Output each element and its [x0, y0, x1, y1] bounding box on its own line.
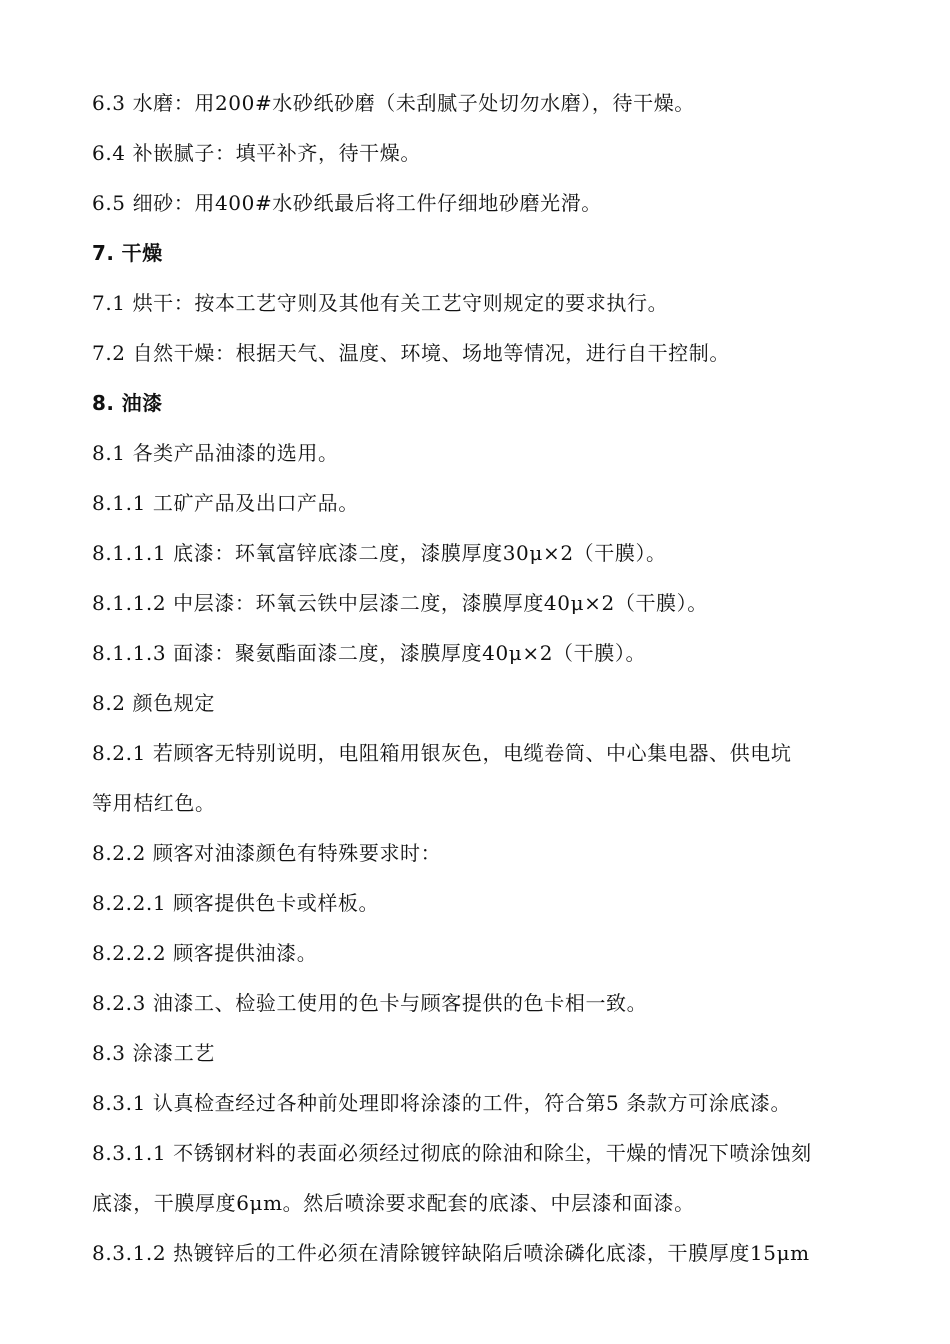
clause-8-1-1-2: 8.1.1.2 中层漆：环氧云铁中层漆二度，漆膜厚度40μ×2（干膜）。	[92, 591, 708, 615]
section-heading-7: 7. 干燥	[92, 241, 163, 265]
clause-8-2: 8.2 颜色规定	[92, 691, 215, 715]
clause-8-3-1-1-continued: 底漆，干膜厚度6μm。然后喷涂要求配套的底漆、中层漆和面漆。	[92, 1191, 695, 1215]
clause-6-4: 6.4 补嵌腻子：填平补齐，待干燥。	[92, 141, 421, 165]
clause-8-3: 8.3 涂漆工艺	[92, 1041, 215, 1065]
clause-8-1-1-3: 8.1.1.3 面漆：聚氨酯面漆二度，漆膜厚度40μ×2（干膜）。	[92, 641, 647, 665]
clause-7-2: 7.2 自然干燥：根据天气、温度、环境、场地等情况，进行自干控制。	[92, 341, 730, 365]
clause-8-2-2: 8.2.2 顾客对油漆颜色有特殊要求时：	[92, 841, 442, 865]
clause-7-1: 7.1 烘干：按本工艺守则及其他有关工艺守则规定的要求执行。	[92, 291, 669, 315]
clause-8-2-1-continued: 等用桔红色。	[92, 791, 216, 815]
clause-8-1-1-1: 8.1.1.1 底漆：环氧富锌底漆二度，漆膜厚度30μ×2（干膜）。	[92, 541, 667, 565]
clause-8-2-2-1: 8.2.2.1 顾客提供色卡或样板。	[92, 891, 380, 915]
clause-8-2-2-2: 8.2.2.2 顾客提供油漆。	[92, 941, 318, 965]
clause-8-1: 8.1 各类产品油漆的选用。	[92, 441, 339, 465]
clause-8-1-1: 8.1.1 工矿产品及出口产品。	[92, 491, 359, 515]
clause-8-3-1-2: 8.3.1.2 热镀锌后的工件必须在清除镀锌缺陷后喷涂磷化底漆，干膜厚度15μm	[92, 1241, 810, 1265]
clause-6-3: 6.3 水磨：用200#水砂纸砂磨（未刮腻子处切勿水磨），待干燥。	[92, 91, 695, 115]
clause-8-3-1: 8.3.1 认真检查经过各种前处理即将涂漆的工件，符合第5 条款方可涂底漆。	[92, 1091, 792, 1115]
clause-6-5: 6.5 细砂：用400#水砂纸最后将工件仔细地砂磨光滑。	[92, 191, 602, 215]
clause-8-3-1-1: 8.3.1.1 不锈钢材料的表面必须经过彻底的除油和除尘，干燥的情况下喷涂蚀刻	[92, 1141, 812, 1165]
document-body	[92, 78, 892, 1278]
clause-8-2-1: 8.2.1 若顾客无特别说明，电阻箱用银灰色，电缆卷筒、中心集电器、供电坑	[92, 741, 792, 765]
section-heading-8: 8. 油漆	[92, 391, 163, 415]
clause-8-2-3: 8.2.3 油漆工、检验工使用的色卡与顾客提供的色卡相一致。	[92, 991, 648, 1015]
